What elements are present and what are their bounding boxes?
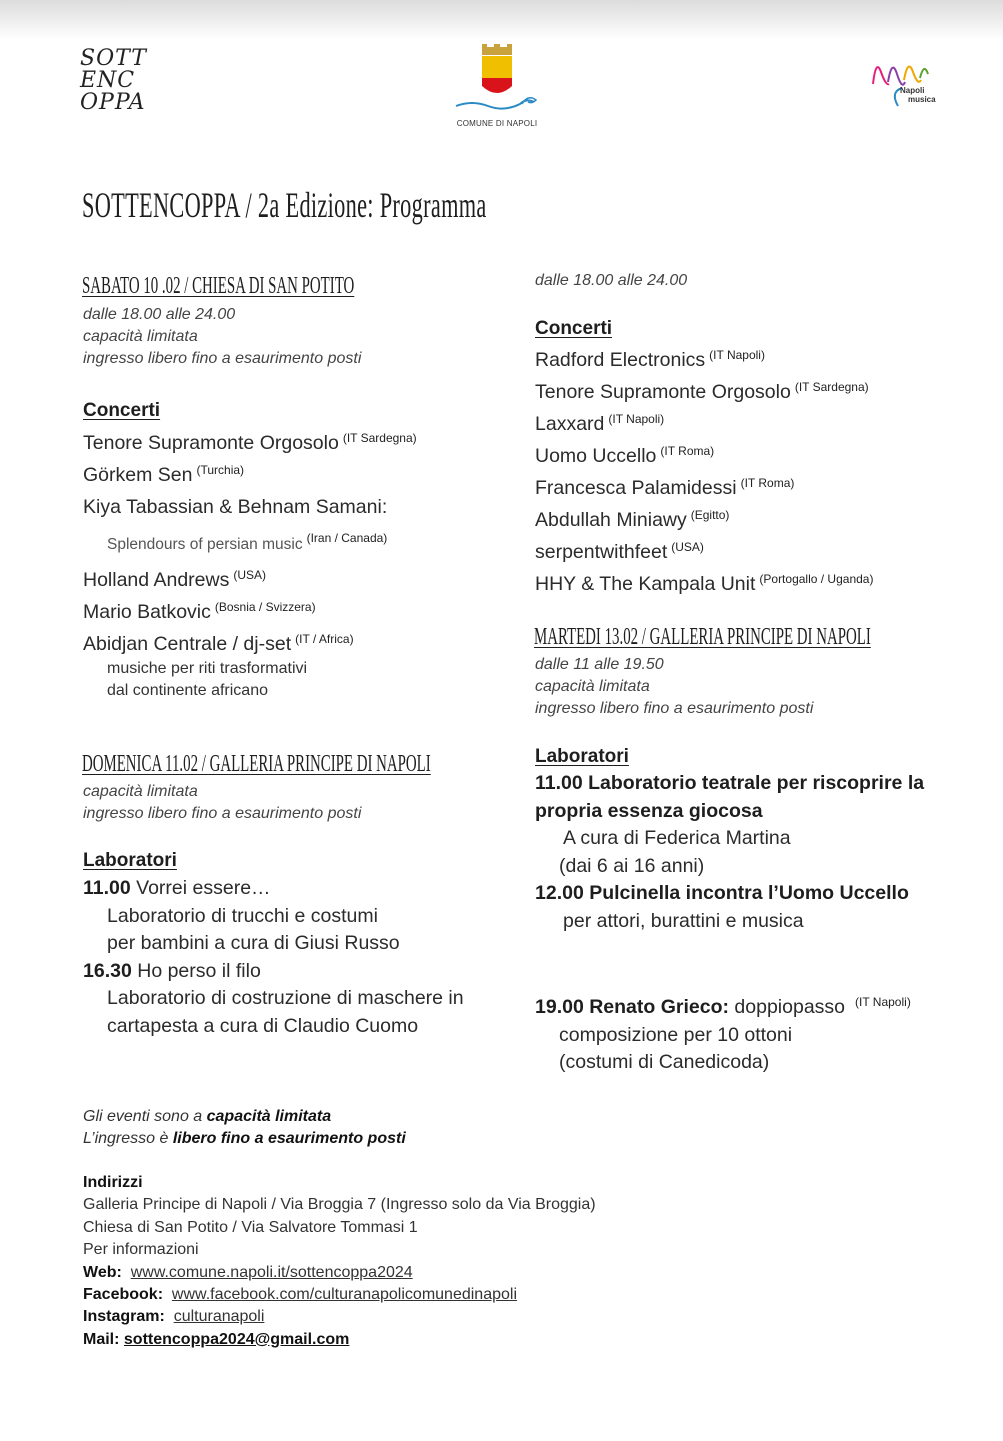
martedi-labs-heading: Laboratori bbox=[535, 746, 629, 767]
facebook-row bbox=[83, 1284, 596, 1306]
info-line: ingresso libero fino a esaurimento posti bbox=[83, 805, 362, 822]
concert-item bbox=[83, 594, 417, 626]
artist-name: Abdullah Miniawy bbox=[535, 509, 687, 531]
citta-musica-logo bbox=[870, 52, 945, 122]
lab-note: composizione per 10 ottoni bbox=[559, 1023, 793, 1046]
instagram-link[interactable]: culturanapoli bbox=[173, 1308, 265, 1326]
logo-line: SOTT bbox=[80, 46, 147, 71]
mail-label: Mail: bbox=[83, 1330, 120, 1348]
artist-name: Uomo Uccello bbox=[535, 445, 657, 467]
martedi-info bbox=[535, 654, 813, 720]
logo-line: OPPA bbox=[80, 90, 146, 115]
artist-origin: (USA) bbox=[233, 568, 267, 582]
lab-note: Laboratorio di costruzione di maschere in bbox=[107, 987, 464, 1009]
instagram-label: Instagram: bbox=[83, 1308, 165, 1326]
lab-note: per attori, burattini e musica bbox=[563, 909, 804, 932]
sabato-concerts-list bbox=[83, 425, 417, 702]
concert-item bbox=[83, 626, 417, 658]
lab-title bbox=[535, 770, 924, 798]
instagram-row bbox=[83, 1306, 596, 1328]
lab-note: Laboratorio di trucchi e costumi bbox=[107, 904, 378, 927]
martedi-labs-list bbox=[535, 770, 924, 935]
concert-note: musiche per riti trasformativi bbox=[107, 660, 308, 677]
artist-origin: (Portogallo / Uganda) bbox=[759, 572, 874, 586]
artist-name: Kiya Tabassian & Behnam Samani: bbox=[83, 496, 388, 518]
artist-origin: (Egitto) bbox=[690, 508, 730, 522]
artist-name: Francesca Palamidessi bbox=[535, 477, 737, 499]
artist-origin: (IT Sardegna) bbox=[342, 431, 417, 445]
concert-item bbox=[83, 457, 417, 489]
mail-link[interactable]: sottencoppa2024@gmail.com bbox=[123, 1330, 350, 1348]
info-line: dalle 18.00 alle 24.00 bbox=[83, 306, 236, 323]
lab-note: (costumi di Canedicoda) bbox=[559, 1051, 770, 1073]
artist-name: Laxxard bbox=[535, 413, 605, 435]
concert-item bbox=[83, 562, 417, 594]
artist-name: HHY & The Kampala Unit bbox=[535, 573, 756, 595]
lab-name: propria essenza giocosa bbox=[535, 799, 763, 822]
concert-item bbox=[535, 374, 873, 406]
artist-origin: (IT Roma) bbox=[740, 476, 795, 490]
note-line bbox=[83, 1106, 406, 1128]
artist-name: Görkem Sen bbox=[83, 464, 193, 486]
domenica-labs-heading: Laboratori bbox=[83, 850, 177, 871]
artist-name: Splendours of persian music bbox=[107, 536, 303, 553]
info-line: capacità limitata bbox=[83, 783, 198, 800]
facebook-link[interactable]: www.facebook.com/culturanapolicomunedinapoli bbox=[171, 1286, 517, 1304]
right-hours: dalle 18.00 alle 24.00 bbox=[535, 272, 688, 289]
web-link[interactable]: www.comune.napoli.it/sottencoppa2024 bbox=[130, 1263, 413, 1281]
artist-origin: (Bosnia / Svizzera) bbox=[214, 600, 316, 614]
info-label: Per informazioni bbox=[83, 1241, 199, 1259]
lab-name: doppiopasso bbox=[729, 996, 846, 1018]
concert-item bbox=[535, 342, 873, 374]
lab-title bbox=[535, 989, 911, 1022]
concert-item bbox=[535, 406, 873, 438]
artist-origin: (Turchia) bbox=[196, 463, 245, 477]
lab-time: 11.00 bbox=[83, 877, 131, 899]
footer-contacts bbox=[83, 1172, 596, 1351]
address-line: Chiesa di San Potito / Via Salvatore Tommasi 1 bbox=[83, 1218, 418, 1236]
concert-item bbox=[83, 489, 417, 521]
lab-name: 12.00 Pulcinella incontra l’Uomo Uccello bbox=[535, 882, 909, 904]
web-row bbox=[83, 1262, 596, 1284]
artist-name: Holland Andrews bbox=[83, 569, 230, 591]
lab-name: Ho perso il filo bbox=[137, 959, 261, 982]
lab-note: cartapesta a cura di Claudio Cuomo bbox=[107, 1014, 419, 1037]
domenica-labs-list bbox=[83, 875, 464, 1040]
top-shadow bbox=[0, 0, 1003, 40]
concert-item bbox=[535, 438, 873, 470]
napoli-crest-icon bbox=[452, 44, 542, 112]
artist-name: Abidjan Centrale / dj-set bbox=[83, 633, 292, 655]
lab-note: per bambini a cura di Giusi Russo bbox=[107, 932, 400, 954]
addresses-label: Indirizzi bbox=[83, 1174, 143, 1191]
right-concerts-list bbox=[535, 342, 873, 598]
domenica-info bbox=[83, 781, 361, 825]
artist-name: Radford Electronics bbox=[535, 349, 706, 371]
sottencoppa-logo bbox=[80, 48, 150, 114]
info-line: ingresso libero fino a esaurimento posti bbox=[83, 350, 362, 367]
lab-time: 19.00 Renato Grieco: bbox=[535, 996, 729, 1018]
lab-name: 11.00 Laboratorio teatrale per riscoprire la bbox=[535, 772, 925, 794]
artist-origin: (IT Roma) bbox=[660, 444, 715, 458]
logo-line: ENC bbox=[80, 68, 136, 93]
address-line: Galleria Principe di Napoli / Via Broggia 7 (Ingresso solo da Via Broggia) bbox=[83, 1196, 596, 1214]
logo-text: Napoli bbox=[900, 86, 925, 95]
web-label: Web: bbox=[83, 1263, 122, 1281]
sabato-info bbox=[83, 304, 361, 370]
concert-item bbox=[83, 521, 417, 562]
lab-time: 16.30 bbox=[83, 959, 132, 982]
concert-item bbox=[83, 425, 417, 457]
artist-name: Tenore Supramonte Orgosolo bbox=[535, 381, 791, 403]
lab-name: Vorrei essere… bbox=[136, 877, 271, 899]
artist-origin: (IT Napoli) bbox=[709, 348, 765, 362]
note-text: L’ingresso è bbox=[83, 1130, 173, 1148]
note-bold: libero fino a esaurimento posti bbox=[172, 1130, 406, 1148]
artist-name: Mario Batkovic bbox=[83, 601, 211, 623]
concert-item bbox=[535, 502, 873, 534]
artist-origin: (IT Napoli) bbox=[608, 412, 665, 426]
artist-origin: (IT Sardegna) bbox=[794, 380, 869, 394]
mail-row bbox=[83, 1329, 596, 1351]
lab-title bbox=[535, 798, 924, 826]
artist-origin: (IT / Africa) bbox=[295, 632, 354, 646]
lab-title bbox=[83, 958, 464, 986]
right-concerts-heading: Concerti bbox=[535, 318, 613, 339]
domenica-title: DOMENICA 11.02 / GALLERIA PRINCIPE DI NAPOLI bbox=[82, 751, 431, 777]
note-bold: capacità limitata bbox=[206, 1108, 332, 1125]
note-text: Gli eventi sono a bbox=[83, 1108, 207, 1125]
sabato-title: SABATO 10 .02 / CHIESA DI SAN POTITO bbox=[82, 273, 355, 299]
artist-name: Tenore Supramonte Orgosolo bbox=[83, 432, 339, 454]
info-line: dalle 11 alle 19.50 bbox=[535, 656, 664, 673]
info-line: ingresso libero fino a esaurimento posti bbox=[535, 700, 814, 717]
footer-notes bbox=[83, 1106, 406, 1151]
artist-origin: (USA) bbox=[671, 540, 704, 554]
artist-origin: (Iran / Canada) bbox=[306, 531, 388, 545]
artist-origin: (IT Napoli) bbox=[855, 995, 911, 1009]
concert-item bbox=[535, 534, 873, 566]
concert-note: dal continente africano bbox=[107, 682, 268, 699]
note-line bbox=[83, 1128, 406, 1150]
lab-title bbox=[83, 875, 464, 903]
martedi-lab3 bbox=[535, 989, 911, 1077]
logo-text: musica bbox=[908, 95, 936, 104]
lab-title bbox=[535, 880, 924, 908]
page-title: SOTTENCOPPA / 2a Edizione: Programma bbox=[82, 185, 487, 225]
concert-item bbox=[535, 470, 873, 502]
artist-name: serpentwithfeet bbox=[535, 541, 668, 563]
sabato-concerts-heading: Concerti bbox=[83, 400, 161, 421]
info-line: capacità limitata bbox=[535, 678, 650, 695]
concert-item bbox=[535, 566, 873, 598]
lab-note: A cura di Federica Martina bbox=[563, 827, 791, 849]
info-line: capacità limitata bbox=[83, 328, 198, 345]
facebook-label: Facebook: bbox=[83, 1286, 164, 1304]
martedi-title: MARTEDI 13.02 / GALLERIA PRINCIPE DI NAPOLI bbox=[534, 624, 871, 650]
addresses-heading bbox=[83, 1172, 596, 1194]
comune-label: COMUNE DI NAPOLI bbox=[456, 119, 538, 128]
lab-note: (dai 6 ai 16 anni) bbox=[559, 854, 705, 877]
comune-napoli-logo bbox=[452, 44, 542, 128]
